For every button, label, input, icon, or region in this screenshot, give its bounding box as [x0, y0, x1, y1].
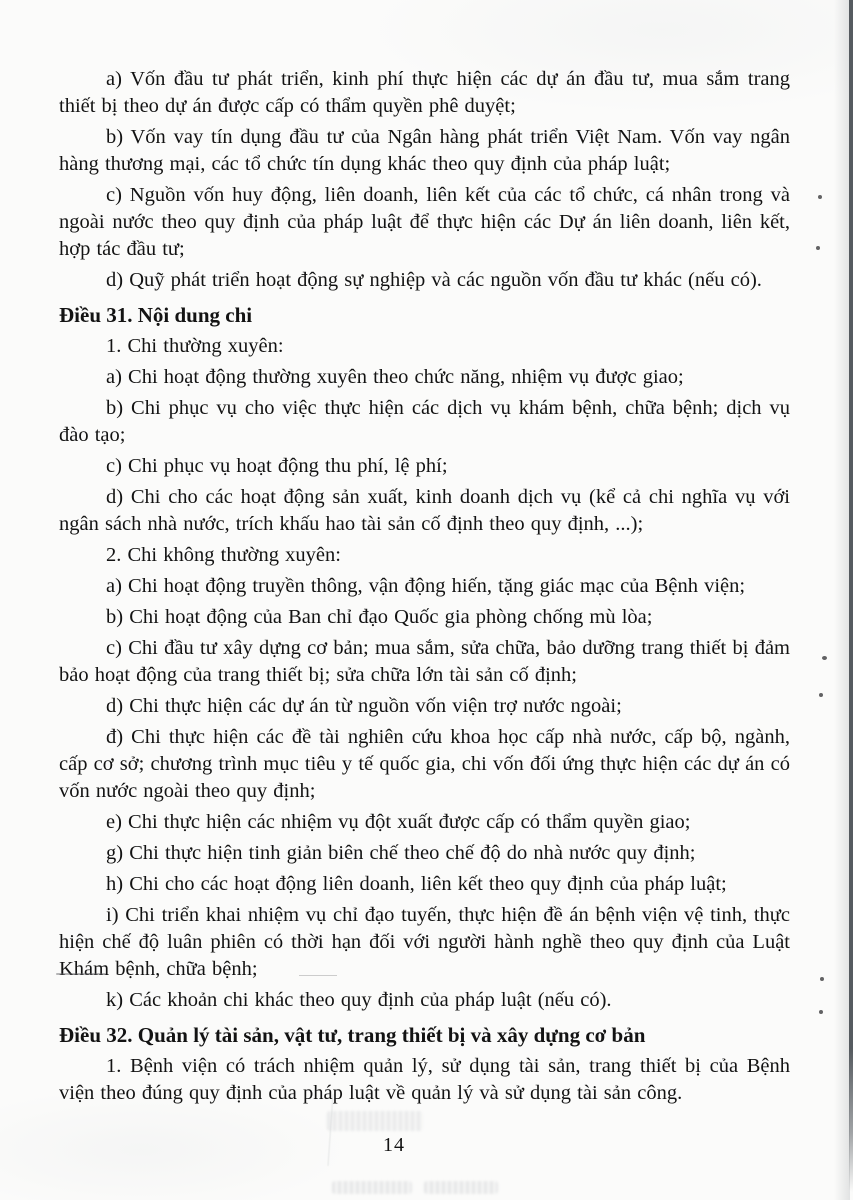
clause-31-2: 2. Chi không thường xuyên: — [106, 544, 341, 566]
scan-edge-shadow — [834, 0, 850, 1200]
scan-smudge — [424, 1181, 498, 1194]
clause-31-2-g: g) Chi thực hiện tinh giản biên chế theo chế độ do nhà nước quy định; — [106, 842, 696, 864]
ink-speck — [818, 195, 822, 199]
article-31-heading: Điều 31. Nội dung chi — [59, 303, 253, 327]
clause-b-von-vay: b) Vốn vay tín dụng đầu tư của Ngân hàng phát triển Việt Nam. Vốn vay ngân hàng thương mại, các tổ chức tín dụng khác theo quy định của pháp luật; — [59, 126, 790, 175]
ink-speck — [816, 246, 820, 250]
ink-speck — [819, 693, 823, 697]
page-number: 14 — [383, 1134, 405, 1156]
clause-31-2-k: k) Các khoản chi khác theo quy định của pháp luật (nếu có). — [106, 989, 612, 1011]
ink-speck — [819, 1010, 823, 1014]
line-dash-artifact — [299, 975, 337, 976]
clause-d-quy-phat-trien: d) Quỹ phát triển hoạt động sự nghiệp và các nguồn vốn đầu tư khác (nếu có). — [106, 269, 762, 291]
clause-31-2-dd: đ) Chi thực hiện các đề tài nghiên cứu khoa học cấp nhà nước, cấp bộ, ngành, cấp cơ sở; chương trình mục tiêu y tế quốc gia, chi vốn đối ứng thực hiện các dự án có vốn nước ngoài theo quy định; — [59, 726, 790, 802]
clause-31-1-d: d) Chi cho các hoạt động sản xuất, kinh doanh dịch vụ (kể cả chi nghĩa vụ với ngân sách nhà nước, trích khấu hao tài sản cố định theo quy định, ...); — [59, 486, 790, 535]
margin-dash-artifact — [56, 973, 106, 975]
scan-edge-line — [849, 0, 853, 1192]
clause-31-2-b: b) Chi hoạt động của Ban chỉ đạo Quốc gia phòng chống mù lòa; — [106, 606, 653, 628]
scan-smudge — [332, 1181, 412, 1194]
clause-31-2-e: e) Chi thực hiện các nhiệm vụ đột xuất được cấp có thẩm quyền giao; — [106, 811, 691, 833]
clause-c-nguon-von: c) Nguồn vốn huy động, liên doanh, liên kết của các tổ chức, cá nhân trong và ngoài nước theo quy định của pháp luật để thực hiện các Dự án liên doanh, liên kết, hợp tác đầu tư; — [59, 184, 790, 260]
clause-31-2-i: i) Chi triển khai nhiệm vụ chỉ đạo tuyến, thực hiện đề án bệnh viện vệ tinh, thực hiện chế độ luân phiên có thời hạn đối với người hành nghề theo quy định của Luật Khám bệnh, chữa bệnh; — [59, 904, 790, 980]
document-body — [59, 62, 790, 1107]
clause-31-1-a: a) Chi hoạt động thường xuyên theo chức năng, nhiệm vụ được giao; — [106, 366, 684, 388]
clause-31-2-d: d) Chi thực hiện các dự án từ nguồn vốn viện trợ nước ngoài; — [106, 695, 622, 717]
ink-speck — [822, 656, 827, 660]
clause-32-1: 1. Bệnh viện có trách nhiệm quản lý, sử dụng tài sản, trang thiết bị của Bệnh viện theo đúng quy định của pháp luật về quản lý và sử dụng tài sản công. — [59, 1055, 790, 1104]
clause-31-1: 1. Chi thường xuyên: — [106, 335, 284, 357]
clause-31-1-b: b) Chi phục vụ cho việc thực hiện các dịch vụ khám bệnh, chữa bệnh; dịch vụ đào tạo; — [59, 397, 790, 446]
clause-31-2-a: a) Chi hoạt động truyền thông, vận động hiến, tặng giác mạc của Bệnh viện; — [106, 575, 746, 597]
clause-31-2-c: c) Chi đầu tư xây dựng cơ bản; mua sắm, sửa chữa, bảo dưỡng trang thiết bị đảm bảo hoạt động của trang thiết bị; sửa chữa lớn tài sản cố định; — [59, 637, 790, 686]
scan-smudge — [327, 1111, 423, 1131]
article-32-heading: Điều 32. Quản lý tài sản, vật tư, trang thiết bị và xây dựng cơ bản — [59, 1023, 646, 1047]
clause-a-von-dau-tu: a) Vốn đầu tư phát triển, kinh phí thực hiện các dự án đầu tư, mua sắm trang thiết bị theo dự án được cấp có thẩm quyền phê duyệt; — [59, 68, 790, 117]
ink-speck — [820, 977, 824, 981]
clause-31-2-h: h) Chi cho các hoạt động liên doanh, liên kết theo quy định của pháp luật; — [106, 873, 727, 895]
clause-31-1-c: c) Chi phục vụ hoạt động thu phí, lệ phí; — [106, 455, 448, 477]
